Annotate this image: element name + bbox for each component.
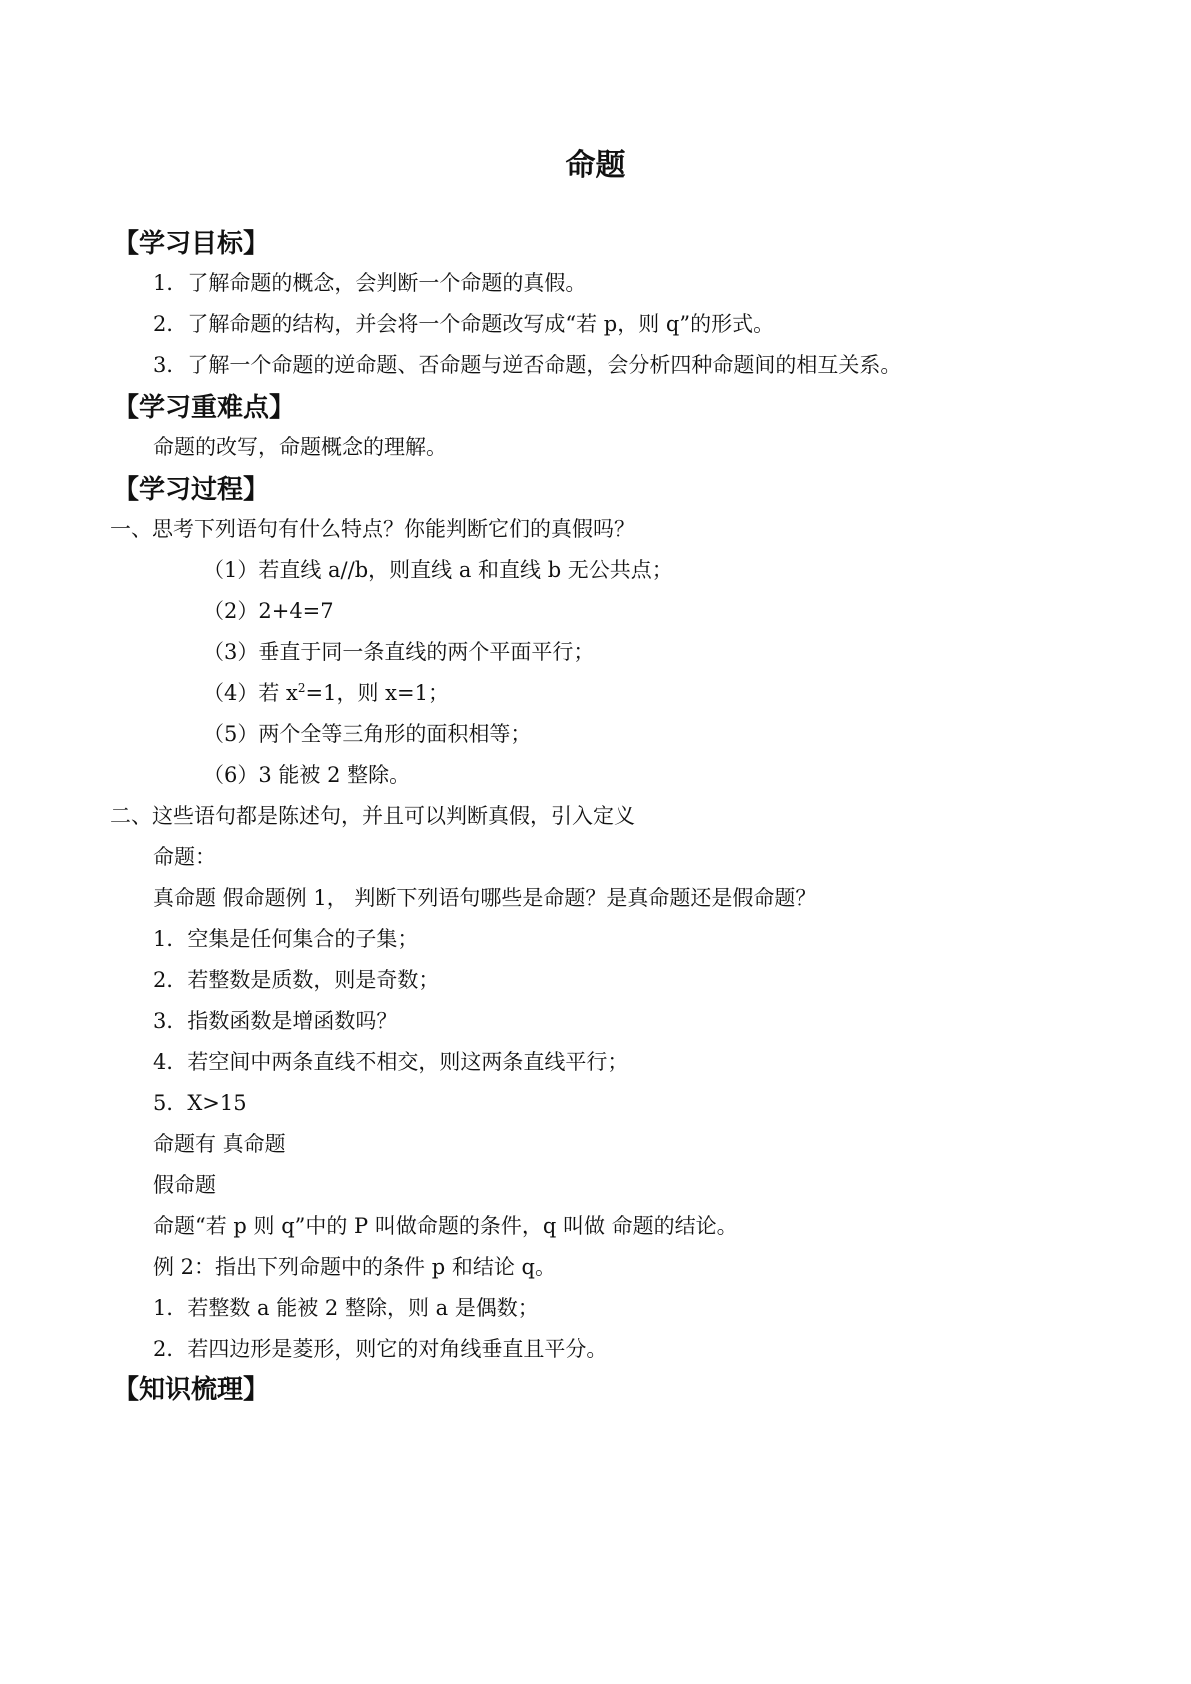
statement-item-1: （1）若直线 a//b，则直线 a 和直线 b 无公共点； [203,558,673,582]
section1-intro: 一、思考下列语句有什么特点？你能判断它们的真假吗？ [110,517,635,541]
condition-conclusion-text: 命题“若 p 则 q”中的 P 叫做命题的条件，q 叫做 命题的结论。 [153,1214,738,1238]
example1-item-3: 3．指数函数是增函数吗？ [153,1009,398,1033]
statement-item-3: （3）垂直于同一条直线的两个平面平行； [203,640,595,664]
example2-item-1: 1．若整数 a 能被 2 整除，则 a 是偶数； [153,1296,539,1320]
statement-item-4-start: （4）若 x [203,681,298,705]
statement-item-4 [203,678,449,708]
heading-key-points: 【学习重难点】 [113,393,296,423]
example2-prompt: 例 2：指出下列命题中的条件 p 和结论 q。 [153,1255,556,1279]
heading-summary: 【知识梳理】 [113,1375,270,1405]
section2-intro: 二、这些语句都是陈述句，并且可以判断真假，引入定义 [110,804,635,828]
statement-item-4-end: =1，则 x=1； [305,681,449,705]
example1-item-1: 1．空集是任何集合的子集； [153,927,419,951]
heading-process: 【学习过程】 [113,475,270,505]
example2-item-2: 2．若四边形是菱形，则它的对角线垂直且平分。 [153,1337,608,1361]
definition-label: 命题： [153,845,216,869]
objective-item-2: 2．了解命题的结构，并会将一个命题改写成“若 p，则 q”的形式。 [153,312,775,336]
proposition-kinds-line-2: 假命题 [153,1173,216,1197]
example1-item-2: 2．若整数是质数，则是奇数； [153,968,440,992]
statement-item-2: （2）2+4=7 [203,599,334,623]
key-points-text: 命题的改写，命题概念的理解。 [153,435,447,459]
statement-item-6: （6）3 能被 2 整除。 [203,763,411,787]
example1-item-4: 4．若空间中两条直线不相交，则这两条直线平行； [153,1050,629,1074]
objective-item-1: 1．了解命题的概念，会判断一个命题的真假。 [153,271,587,295]
page-title: 命题 [565,148,626,183]
statement-item-5: （5）两个全等三角形的面积相等； [203,722,532,746]
example1-prompt: 真命题 假命题例 1， 判断下列语句哪些是命题？是真命题还是假命题？ [153,886,817,910]
example1-item-5: 5．X>15 [153,1091,247,1115]
proposition-kinds-line-1: 命题有 真命题 [153,1132,286,1156]
objective-item-3: 3．了解一个命题的逆命题、否命题与逆否命题，会分析四种命题间的相互关系。 [153,353,902,377]
heading-objectives: 【学习目标】 [113,229,270,259]
statement-item-4-exponent: 2 [297,681,306,695]
